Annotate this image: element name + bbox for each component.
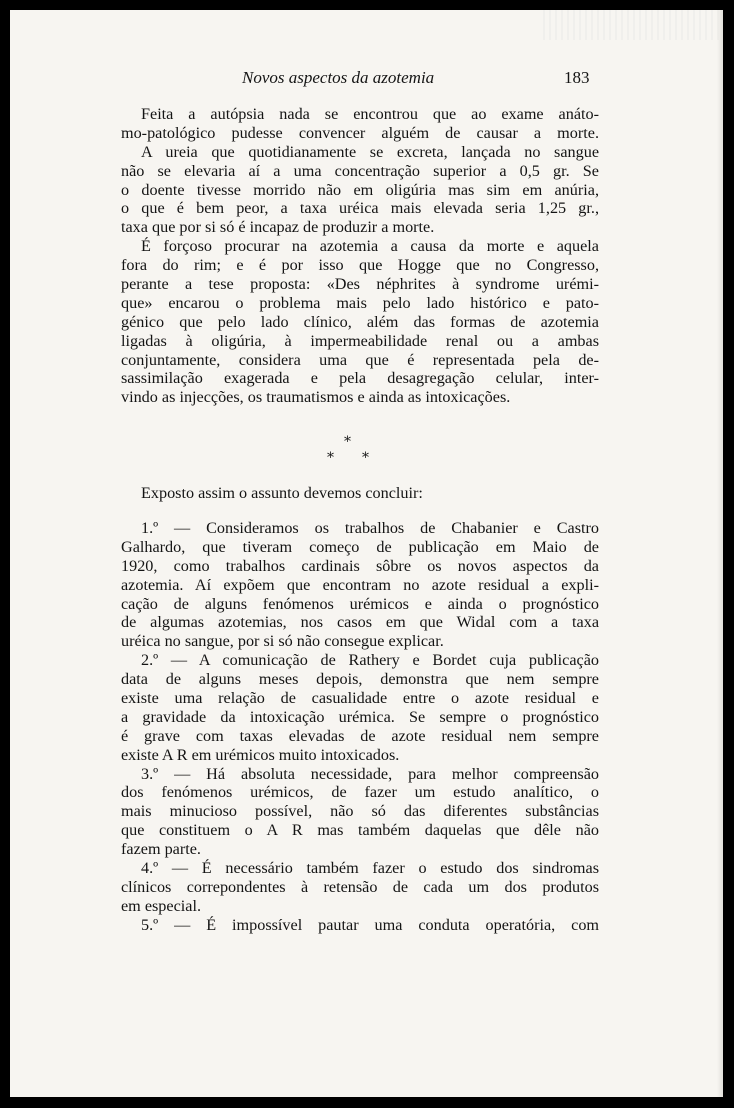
text-line: cação de alguns fenómenos urémicos e ainda o prognóstico <box>121 594 599 613</box>
text-line: o doente tivesse morrido não em oligúria mas sim em anúria, <box>121 180 599 199</box>
running-title: Novos aspectos da azotemia <box>242 68 435 87</box>
asterisk: * <box>362 450 369 466</box>
text-line: 3.º — Há absoluta necessidade, para melhor compreensão <box>141 764 599 783</box>
text-line: existe uma relação de casualidade entre o azote residual e <box>121 689 599 708</box>
text-line: 2.º — A comunicação de Rathery e Bordet cuja publicação <box>141 651 599 670</box>
text-line: é grave com taxas elevadas de azote residual nem sempre <box>121 726 599 745</box>
text-line: Feita a autópsia nada se encontrou que ao exame anáto- <box>141 105 599 123</box>
text-line: que» encarou o problema mais pelo lado histórico e pato- <box>121 293 599 312</box>
text-line: de algumas azotemias, nos casos em que Widal com a taxa <box>121 613 599 632</box>
text-line: clínicos correpondentes à retensão de cada um dos produtos <box>121 877 599 896</box>
asterisk: * <box>344 434 351 450</box>
text-line: não se elevaria aí a uma concentração superior a 0,5 gr. Se <box>121 161 599 180</box>
text-line: o que é bem peor, a taxa uréica mais elevada seria 1,25 gr., <box>121 199 599 218</box>
page-header <box>10 68 723 96</box>
text-line: 4.º — É necessário também fazer o estudo dos sindromas <box>141 859 599 878</box>
text-line: existe A R em urémicos muito intoxicados. <box>121 745 400 764</box>
text-line: data de alguns meses depois, demonstra que nem sempre <box>121 670 599 689</box>
text-line: 1.º — Consideramos os trabalhos de Chabanier e Castro <box>141 519 599 537</box>
text-line: 1920, como trabalhos cardinais sôbre os novos aspectos da <box>121 556 599 575</box>
text-line: que constituem o A R mas também daquelas que dêle não <box>121 821 599 840</box>
text-line: ligadas à oligúria, à impermeabilidade renal ou a ambas <box>121 331 599 350</box>
text-line: em especial. <box>121 896 201 915</box>
page-number: 183 <box>564 68 590 87</box>
text-line: fora do rim; e é por isso que Hogge que no Congresso, <box>121 256 599 275</box>
text-line: sassimilação exagerada e pela desagregação celular, inter- <box>121 369 599 388</box>
book-page <box>10 10 723 1097</box>
conclusions-intro: Exposto assim o assunto devemos concluir: <box>141 484 423 502</box>
text-line: taxa que por si só é incapaz de produzir a morte. <box>121 218 435 237</box>
text-line: A ureia que quotidianamente se excreta, lançada no sangue <box>141 142 599 161</box>
asterism-divider <box>10 434 723 474</box>
text-line: mais minucioso possível, não só das diferentes substâncias <box>121 802 599 821</box>
text-line: mo-patológico pudesse convencer alguém de causar a morte. <box>121 123 599 142</box>
scan-noise <box>543 10 723 40</box>
paragraph-autopsy <box>121 105 599 407</box>
text-line: conjuntamente, considera uma que é representada pela de- <box>121 350 599 369</box>
text-line: dos fenómenos urémicos, de fazer um estudo analítico, o <box>121 783 599 802</box>
text-line: Galhardo, que tiveram começo de publicação em Maio de <box>121 537 599 556</box>
text-line: uréica no sangue, por si só não consegue explicar. <box>121 632 444 651</box>
text-line: génico que pelo lado clínico, além das formas de azotemia <box>121 312 599 331</box>
conclusions-list <box>121 519 599 935</box>
text-line: fazem parte. <box>121 840 201 859</box>
text-line: perante a tese proposta: «Des néphrites à syndrome urémi- <box>121 275 599 294</box>
page-edge-shadow <box>717 10 723 1097</box>
text-line: vindo as injecções, os traumatismos e ainda as intoxicações. <box>121 388 511 407</box>
text-line: azotemia. Aí expõem que encontram no azote residual a expli- <box>121 575 599 594</box>
text-line: a gravidade da intoxicação urémica. Se sempre o prognóstico <box>121 707 599 726</box>
text-line: É forçoso procurar na azotemia a causa da morte e aquela <box>141 237 599 256</box>
text-line: 5.º — É impossível pautar uma conduta operatória, com <box>141 915 599 934</box>
asterisk: * <box>327 450 334 466</box>
